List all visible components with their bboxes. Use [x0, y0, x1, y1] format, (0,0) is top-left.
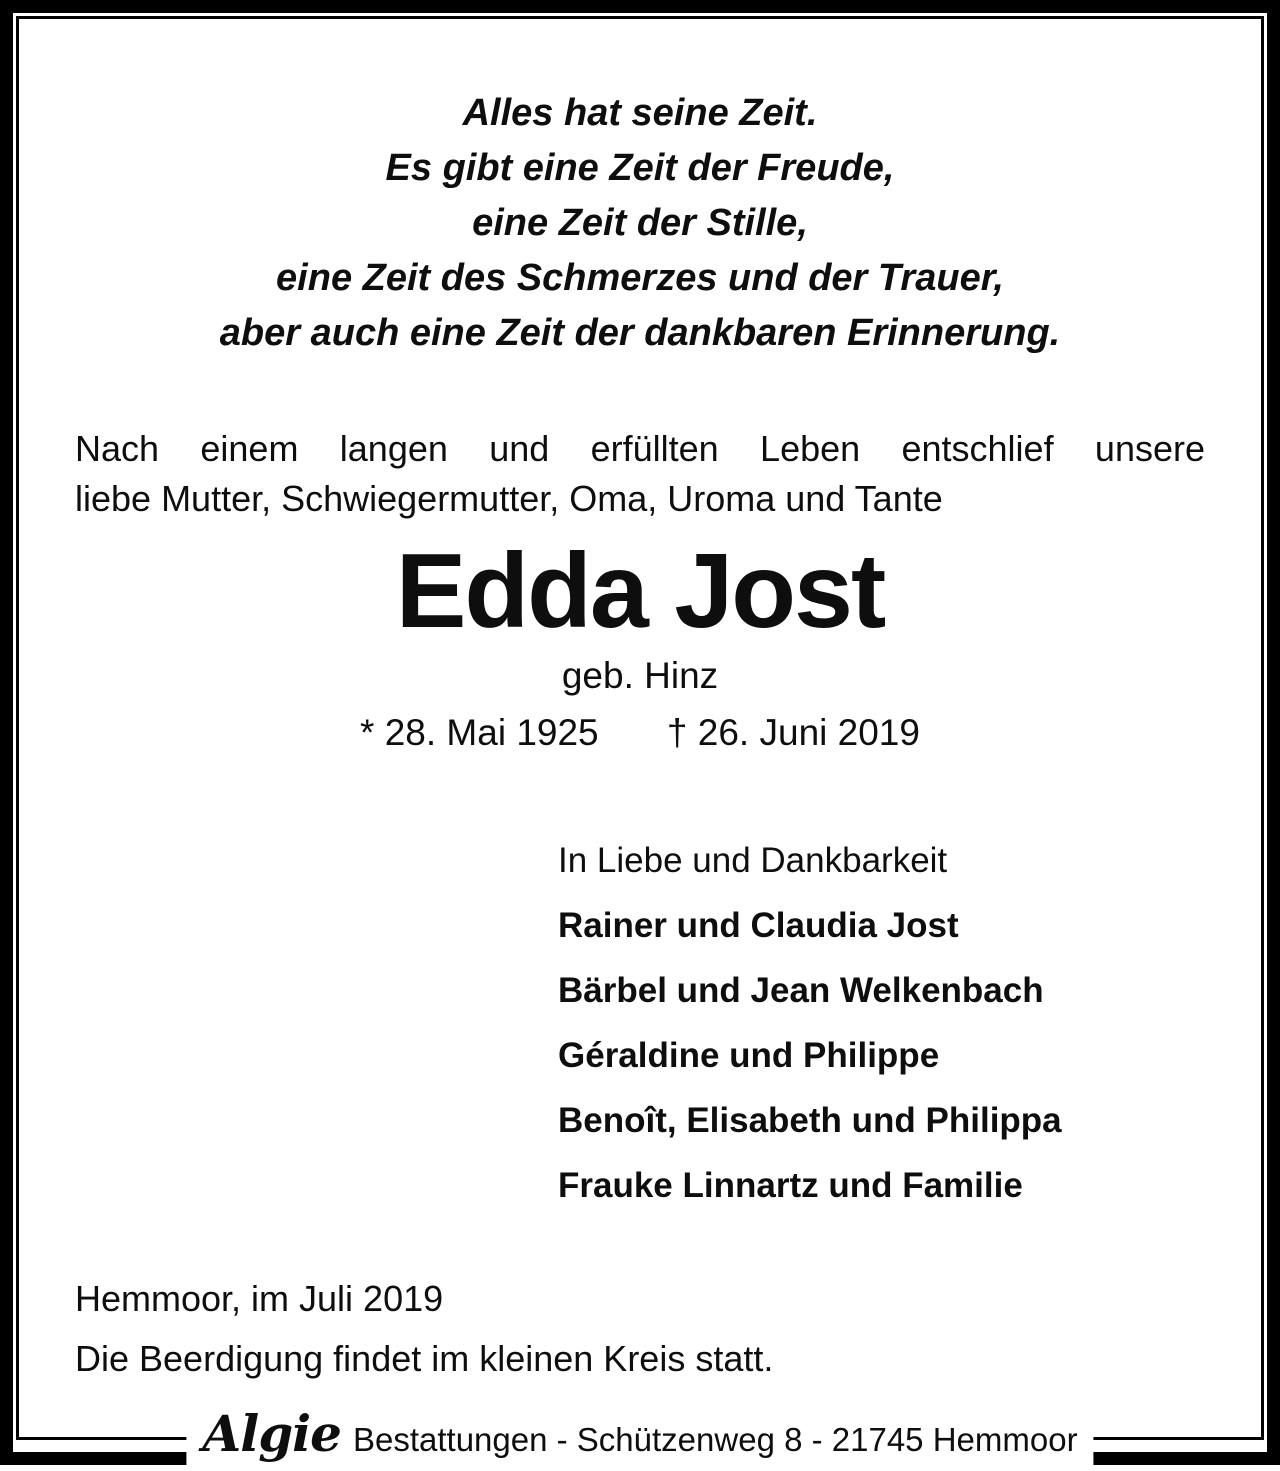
mourner-name: Benoît, Elisabeth und Philippa [558, 1101, 1062, 1140]
deceased-name: Edda Jost [395, 532, 885, 650]
closing-place-date: Hemmoor, im Juli 2019 [75, 1278, 444, 1319]
funeral-home-logo: Algie [202, 1404, 341, 1463]
poem-line: eine Zeit der Stille, [472, 202, 808, 244]
poem-line: Alles hat seine Zeit. [462, 92, 818, 134]
mourner-name: Bärbel und Jean Welkenbach [558, 971, 1044, 1010]
poem-line: Es gibt eine Zeit der Freude, [385, 147, 895, 189]
intro-line-1: Nach einem langen und erfüllten Leben entschlief unsere [75, 428, 1205, 469]
mourner-name: Rainer und Claudia Jost [558, 906, 959, 945]
mourner-name: Frauke Linnartz und Familie [558, 1166, 1023, 1205]
death-date: † 26. Juni 2019 [666, 712, 920, 753]
intro-paragraph [75, 424, 1205, 524]
mourners-intro: In Liebe und Dankbarkeit [558, 841, 948, 880]
life-dates [0, 712, 1280, 754]
funeral-note: Die Beerdigung findet im kleinen Kreis statt. [75, 1338, 774, 1379]
poem-line: aber auch eine Zeit der dankbaren Erinnerung. [219, 312, 1061, 354]
maiden-name: geb. Hinz [561, 655, 719, 696]
mourners-block [558, 828, 1062, 1218]
mourner-name: Géraldine und Philippe [558, 1036, 940, 1075]
poem-line: eine Zeit des Schmerzes und der Trauer, [276, 257, 1004, 299]
birth-date: * 28. Mai 1925 [360, 712, 599, 753]
intro-line-2: liebe Mutter, Schwiegermutter, Oma, Uroma und Tante [75, 478, 943, 519]
funeral-home-address: Bestattungen - Schützenweg 8 - 21745 Hemmoor [352, 1421, 1078, 1458]
footer-bar [186, 1404, 1093, 1471]
poem [0, 86, 1280, 361]
